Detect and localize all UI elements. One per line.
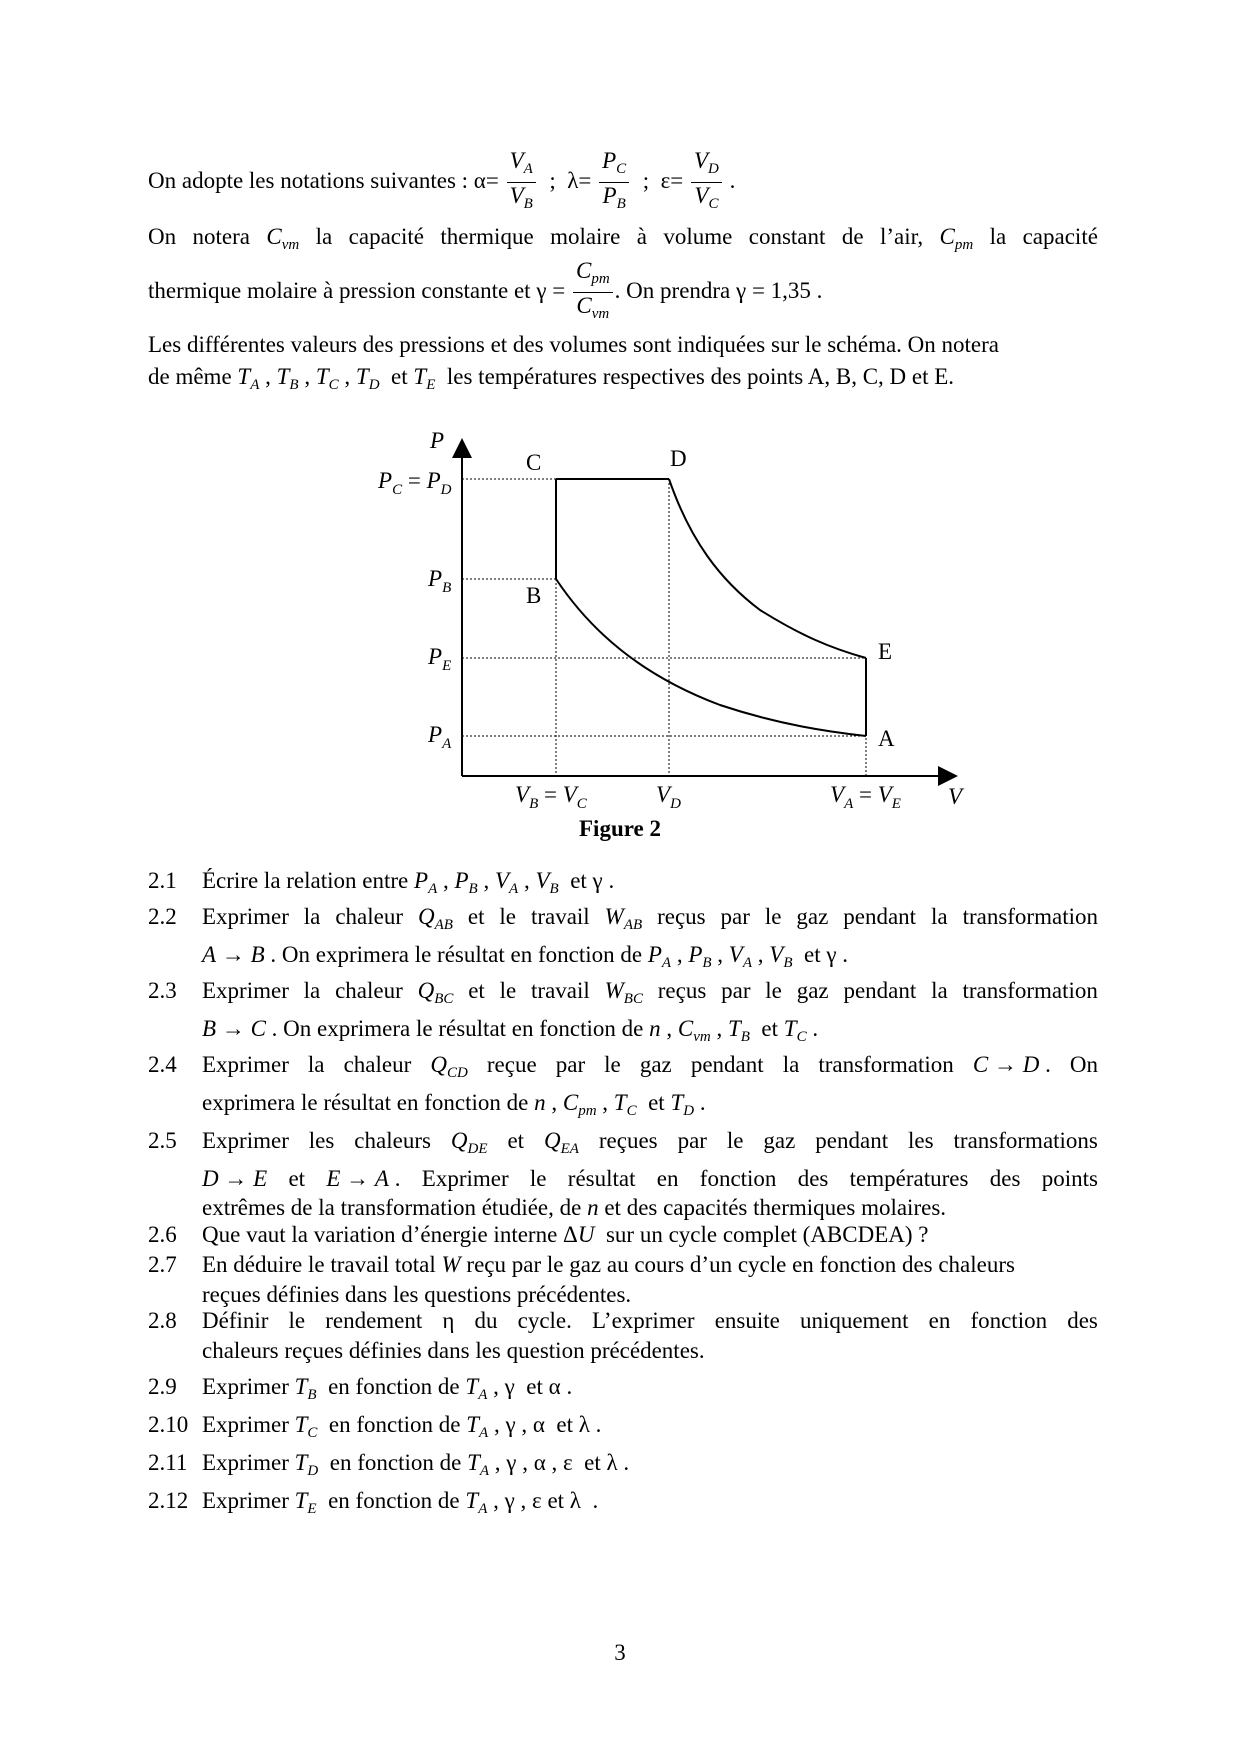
word: la	[989, 224, 1007, 249]
frac-den-sub: vm	[591, 306, 610, 322]
va-ve-label: $V_A = V_E$	[830, 782, 901, 812]
vb-vc-label: $V_B = V_C$	[515, 782, 587, 812]
frac-den: C	[576, 293, 592, 318]
question-number: 2.7	[148, 1252, 177, 1277]
epsilon-symbol: ε	[660, 167, 671, 193]
question-number: 2.8	[148, 1308, 177, 1333]
word: volume	[663, 224, 733, 249]
word: à	[636, 224, 647, 249]
question-number: 2.10	[148, 1412, 189, 1437]
question-2-8: 2.8 Définir le rendement η du cycle. L’exprimer ensuite uniquement en fonction des chaleurs reçues définies dans les question précédentes.	[148, 1306, 1098, 1366]
point-e-label: E	[878, 639, 893, 664]
question-2-1: 2.1 Écrire la relation entre $P_A$ , $P_B$ , $V_A$ , $V_B$ et γ .	[148, 868, 615, 897]
question-2-2: 2.2 Exprimer la chaleur $Q_{AB}$ et le travail $W_{AB}$ reçus par le gaz pendant la transformation A → B . On exprimera le résultat en fonction de $P_A$ , $P_B$ , $V_A$ , $V_B$ et γ .	[148, 904, 1098, 971]
c-letter: C	[266, 224, 282, 249]
word: thermique	[440, 224, 534, 249]
para-text: Les différentes valeurs des pressions et des volumes sont indiquées sur le schéma. On notera	[148, 332, 999, 357]
vd-label: $V_D$	[656, 782, 681, 812]
frac-den: V	[509, 183, 524, 208]
question-number: 2.3	[148, 978, 177, 1003]
gamma-symbol: γ	[536, 277, 547, 303]
question-number: 2.11	[148, 1450, 188, 1475]
eq-sign: =	[578, 167, 592, 193]
word: capacité	[1022, 224, 1098, 249]
pa-label: $P_A$	[428, 722, 452, 752]
figure-caption: Figure 2	[579, 816, 661, 841]
word: On	[148, 224, 177, 249]
point-c-label: C	[526, 450, 542, 475]
question-2-3: 2.3 Exprimer la chaleur $Q_{BC}$ et le travail $W_{BC}$ reçus par le gaz pendant la transformation B → C . On exprimera le résultat en fonction de n , $C_{vm}$ , $T_B$ et $T_C$ .	[148, 978, 1098, 1045]
pe-label: $P_E$	[428, 644, 452, 674]
question-number: 2.4	[148, 1052, 177, 1077]
frac-num: V	[693, 148, 709, 173]
para-text: de même	[148, 364, 232, 389]
question-number: 2.6	[148, 1222, 177, 1247]
question-2-10: 2.10 Exprimer $T_C$ en fonction de $T_A$ , γ , α et λ .	[148, 1412, 602, 1441]
word: la	[315, 224, 333, 249]
cvm-sub: vm	[281, 237, 300, 253]
gamma-value: γ = 1,35 .	[736, 277, 823, 303]
pv-para-line2: de même $T_A$ , $T_B$ , $T_C$ , $T_D$ et $T_E$ les températures respectives des points A, B, C, D et E.	[148, 364, 955, 393]
question-text: reçues définies dans les questions précédentes.	[202, 1282, 632, 1307]
question-2-11: 2.11 Exprimer $T_D$ en fonction de $T_A$ , γ , α , ε et λ .	[148, 1450, 630, 1479]
para-text: les températures respectives des points A, B, C, D et E.	[446, 364, 955, 389]
question-number: 2.9	[148, 1374, 177, 1399]
question-text: chaleurs reçues définies dans les question précédentes.	[202, 1338, 705, 1363]
question-2-7: 2.7 En déduire le travail total W reçu par le gaz au cours d’un cycle en fonction des chaleurs reçues définies dans les questions précédentes.	[148, 1250, 1098, 1310]
word: de	[841, 224, 864, 249]
question-2-9: 2.9 Exprimer $T_B$ en fonction de $T_A$ , γ et α .	[148, 1374, 573, 1403]
alpha-symbol: α	[473, 167, 486, 193]
frac-den-sub: B	[616, 196, 626, 212]
point-b-label: B	[526, 583, 542, 608]
word: capacité	[348, 224, 424, 249]
point-d-label: D	[670, 446, 687, 471]
question-number: 2.2	[148, 904, 177, 929]
frac-num-sub: pm	[591, 271, 610, 287]
frac-num-sub: C	[616, 161, 627, 177]
word: notera	[192, 224, 250, 249]
pc-pd-label: $P_C = P_D$	[378, 468, 452, 498]
word: l’air,	[879, 224, 924, 249]
word: molaire	[550, 224, 621, 249]
question-number: 2.12	[148, 1488, 189, 1513]
frac-num: V	[509, 148, 524, 173]
frac-den-sub: C	[708, 196, 719, 212]
question-2-4: 2.4 Exprimer la chaleur $Q_{CD}$ reçue par le gaz pendant la transformation C → D . On exprimera le résultat en fonction de n , $C_{pm}$ , $T_C$ et $T_D$ .	[148, 1052, 1098, 1119]
pv-diagram	[0, 0, 1240, 830]
frac-den: V	[694, 183, 709, 208]
notation-intro: On adopte les notations suivantes :	[148, 167, 469, 193]
guide-lines	[462, 479, 866, 776]
question-2-5: 2.5 Exprimer les chaleurs $Q_{DE}$ et $Q_{EA}$ reçues par le gaz pendant les transformations D → E et E → A . Exprimer le résultat en fonction des températures des points extrêmes de la transformation étudiée, de n et des capacités thermiques molaires.	[148, 1128, 1098, 1220]
gamma-text: thermique molaire à pression constante et	[148, 277, 531, 303]
eq-sign: =	[552, 277, 566, 303]
eq-sign: =	[670, 167, 684, 193]
cpm-sub: pm	[954, 237, 974, 253]
separator: ;	[549, 167, 556, 193]
frac-num: P	[602, 148, 617, 173]
frac-num-sub: D	[708, 161, 719, 177]
question-2-6: 2.6 Que vaut la variation d’énergie interne ΔU sur un cycle complet (ABCDEA) ?	[148, 1220, 1098, 1250]
v-axis-label: V	[948, 784, 963, 809]
question-number: 2.5	[148, 1128, 177, 1153]
eq-sign: =	[485, 167, 499, 193]
period: .	[729, 167, 736, 193]
frac-den-sub: B	[523, 196, 533, 212]
cycle-path	[556, 479, 866, 736]
frac-num: C	[575, 258, 592, 283]
segment-de	[669, 479, 866, 658]
c-letter: C	[939, 224, 955, 249]
pb-label: $P_B$	[428, 566, 452, 596]
word: constant	[748, 224, 826, 249]
point-a-label: A	[878, 726, 895, 751]
question-number: 2.1	[148, 868, 177, 893]
separator: ;	[642, 167, 650, 193]
gamma-text-b: . On prendra	[614, 277, 731, 303]
question-2-12: 2.12 Exprimer $T_E$ en fonction de $T_A$ , γ , ε et λ .	[148, 1488, 599, 1517]
frac-den: P	[602, 183, 617, 208]
frac-num-sub: A	[523, 161, 533, 177]
page-number: 3	[614, 1640, 626, 1665]
p-axis-label: P	[430, 428, 445, 453]
lambda-symbol: λ	[567, 167, 579, 193]
